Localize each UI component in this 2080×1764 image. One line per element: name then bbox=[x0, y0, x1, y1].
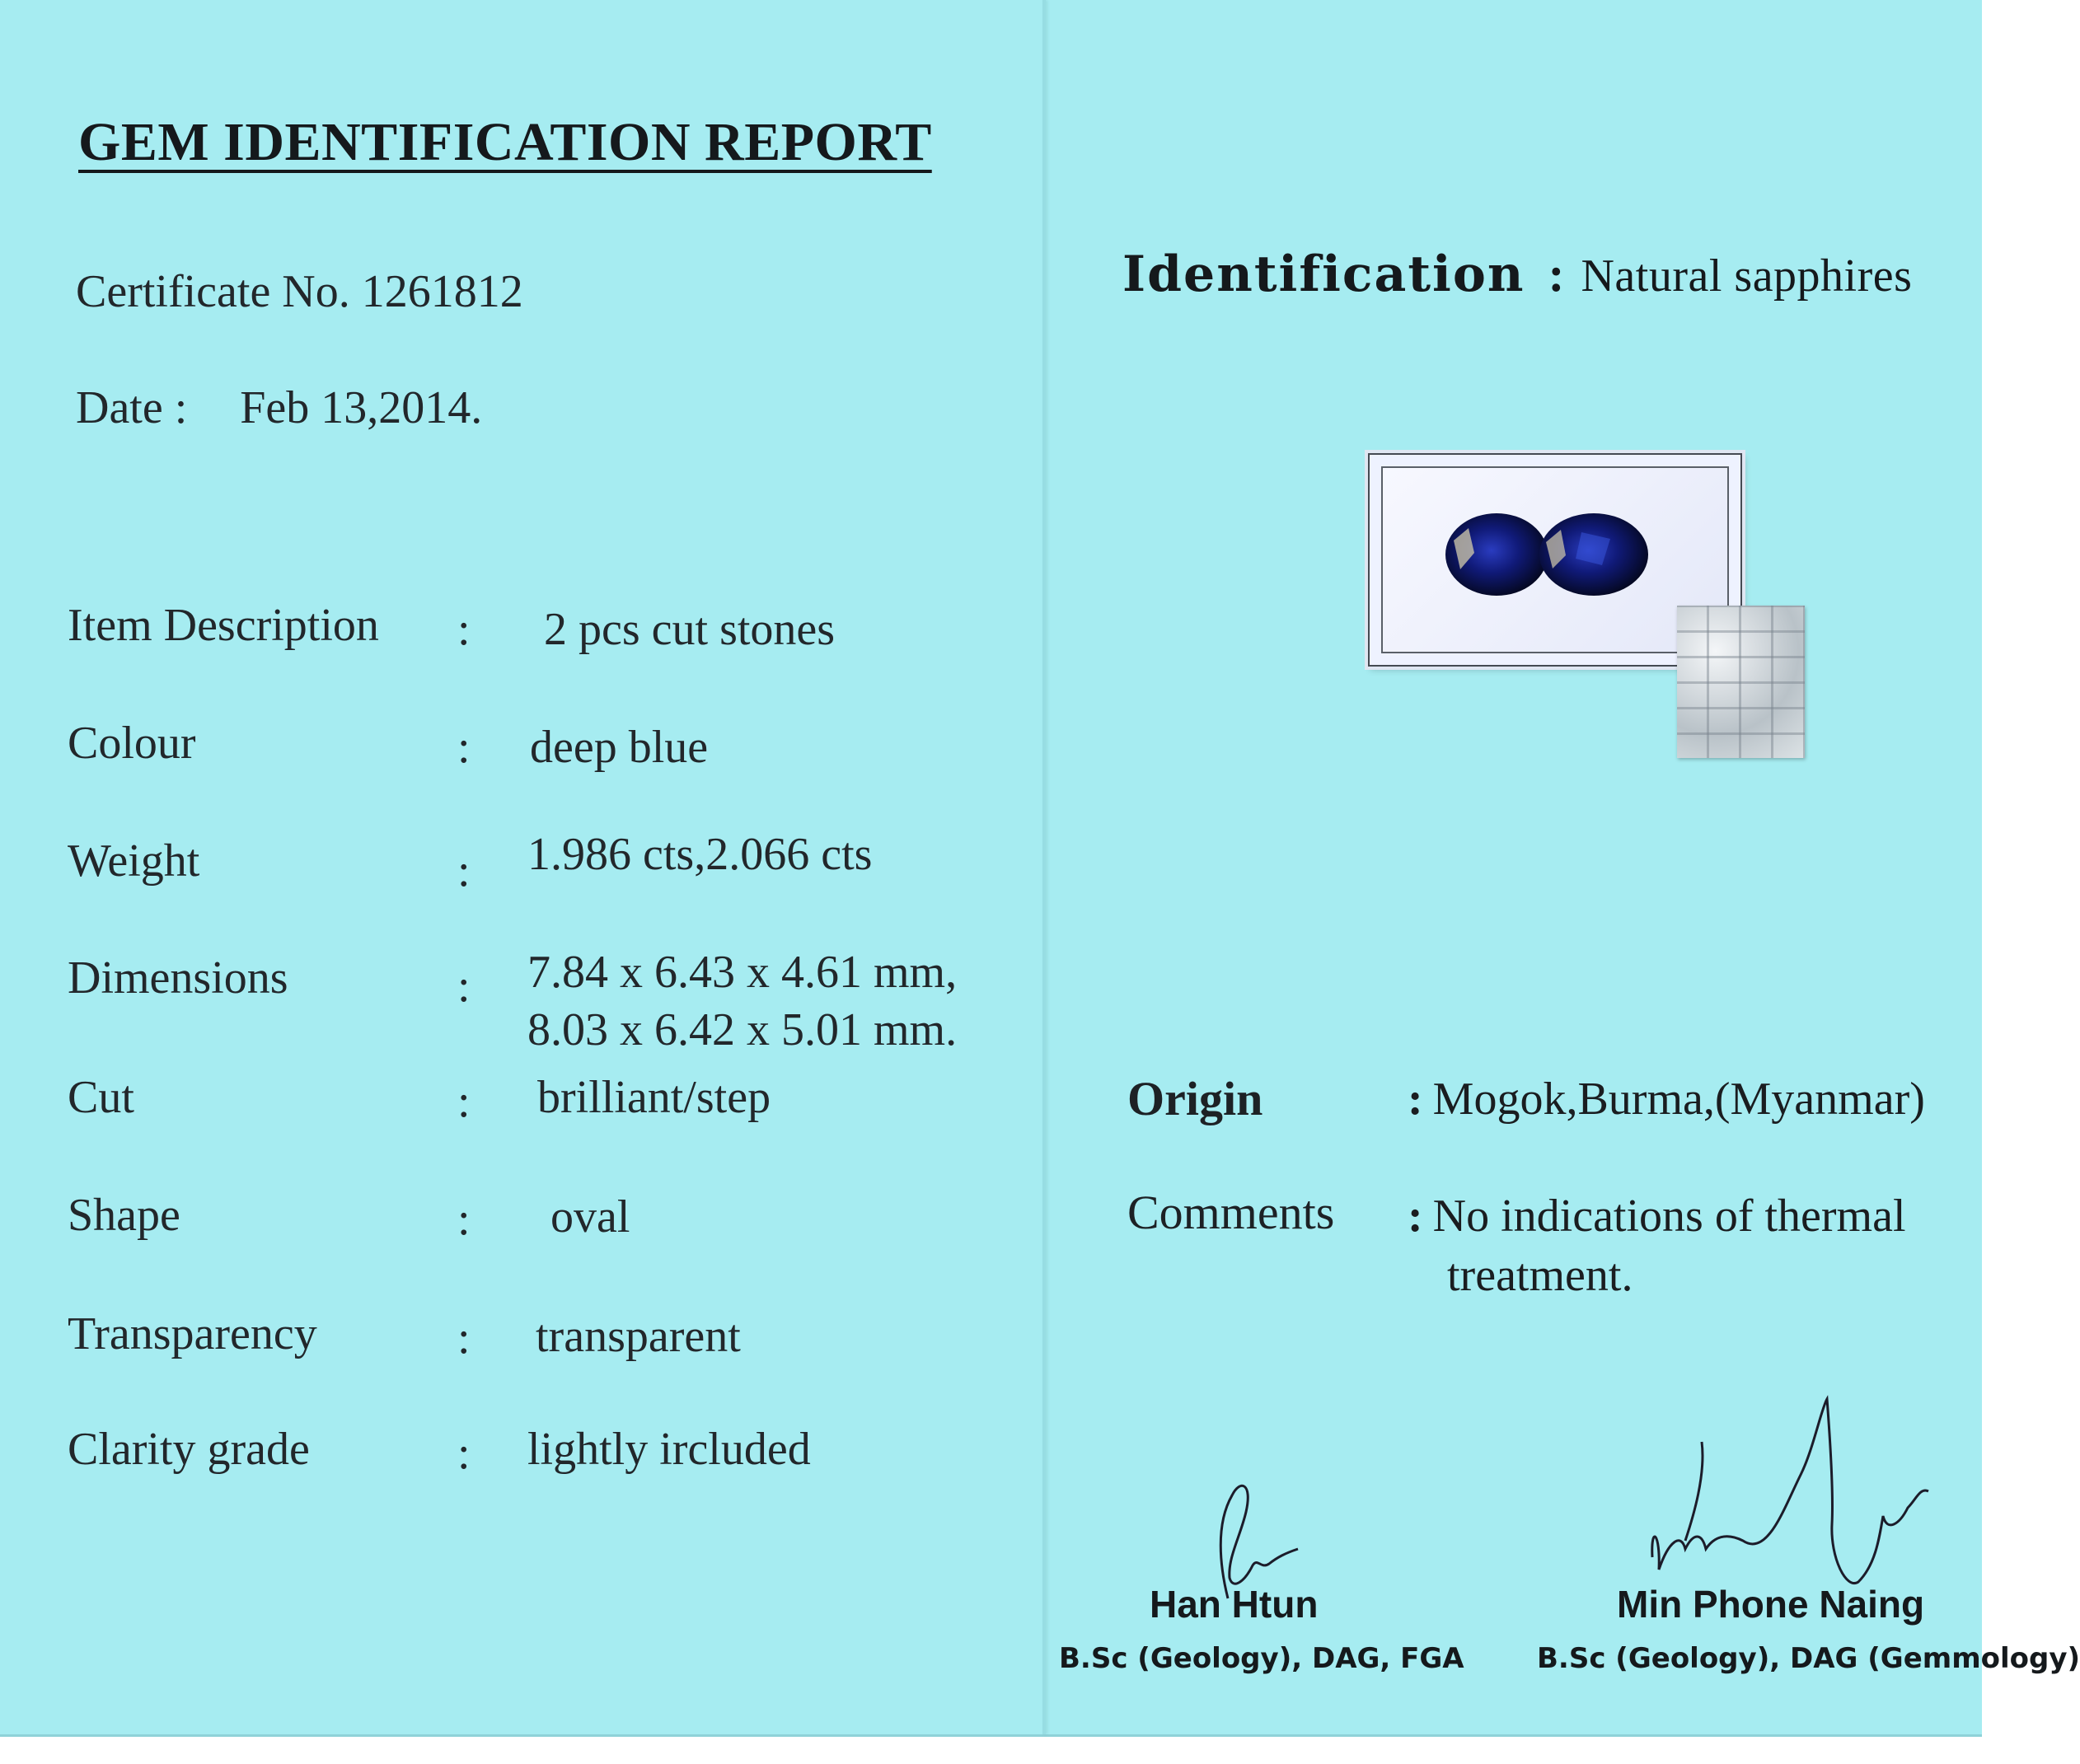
field-value-dimensions-line2: 8.03 x 6.42 x 5.01 mm. bbox=[527, 1004, 958, 1055]
field-colon: : bbox=[457, 961, 471, 1012]
field-value-clarity-grade: lightly ircluded bbox=[527, 1424, 811, 1475]
field-label-shape: Shape bbox=[68, 1190, 180, 1241]
date-value: Feb 13,2014. bbox=[240, 382, 483, 433]
signatory-name-2: Min Phone Naing bbox=[1617, 1583, 1925, 1626]
identification-colon: : bbox=[1548, 247, 1565, 302]
comments-row-value bbox=[1408, 1186, 1906, 1305]
field-label-dimensions: Dimensions bbox=[68, 952, 288, 1004]
field-value-item-description: 2 pcs cut stones bbox=[544, 604, 836, 655]
field-label-transparency: Transparency bbox=[68, 1308, 317, 1359]
origin-label: Origin bbox=[1127, 1072, 1263, 1125]
origin-colon: : bbox=[1408, 1074, 1423, 1125]
sapphire-stones-image bbox=[1437, 508, 1660, 606]
comments-value-line1: No indications of thermal bbox=[1432, 1191, 1906, 1242]
field-colon: : bbox=[457, 1076, 471, 1127]
field-value-dimensions-line1: 7.84 x 6.43 x 4.61 mm, bbox=[527, 947, 958, 998]
field-label-clarity-grade: Clarity grade bbox=[68, 1424, 310, 1475]
identification-value: Natural sapphires bbox=[1581, 250, 1913, 302]
field-value-cut: brilliant/step bbox=[537, 1072, 771, 1123]
field-label-item-description: Item Description bbox=[68, 600, 379, 651]
field-colon: : bbox=[457, 1194, 471, 1245]
field-value-colour: deep blue bbox=[530, 722, 709, 773]
fold-crease bbox=[1042, 0, 1046, 1734]
identification-row bbox=[1122, 246, 1912, 303]
comments-value-line2: treatment. bbox=[1447, 1250, 1633, 1301]
field-colon: : bbox=[457, 604, 471, 655]
signatory-name-1: Han Htun bbox=[1150, 1583, 1319, 1626]
comments-colon: : bbox=[1408, 1191, 1423, 1242]
field-colon: : bbox=[457, 1428, 471, 1479]
field-colon: : bbox=[457, 722, 471, 773]
comments-label: Comments bbox=[1127, 1186, 1335, 1239]
identification-label: Identification bbox=[1122, 246, 1525, 303]
origin-row-value bbox=[1408, 1073, 1925, 1125]
field-label-colour: Colour bbox=[68, 718, 196, 769]
date-label: Date : bbox=[76, 382, 188, 433]
field-value-weight: 1.986 cts,2.066 cts bbox=[527, 829, 873, 880]
report-title: GEM IDENTIFICATION REPORT bbox=[78, 112, 932, 172]
date-row bbox=[76, 381, 482, 434]
signatory-credentials-2: B.Sc (Geology), DAG (Gemmology) bbox=[1537, 1642, 2080, 1675]
field-value-shape: oval bbox=[550, 1191, 630, 1242]
field-colon: : bbox=[457, 1312, 471, 1364]
hologram-seal bbox=[1677, 606, 1805, 758]
field-label-cut: Cut bbox=[68, 1072, 134, 1123]
signatory-credentials-1: B.Sc (Geology), DAG, FGA bbox=[1059, 1642, 1464, 1675]
origin-value: Mogok,Burma,(Myanmar) bbox=[1432, 1074, 1925, 1125]
certificate-number: Certificate No. 1261812 bbox=[76, 266, 523, 317]
field-label-weight: Weight bbox=[68, 835, 200, 887]
field-value-transparency: transparent bbox=[536, 1311, 741, 1362]
field-colon: : bbox=[457, 845, 471, 896]
